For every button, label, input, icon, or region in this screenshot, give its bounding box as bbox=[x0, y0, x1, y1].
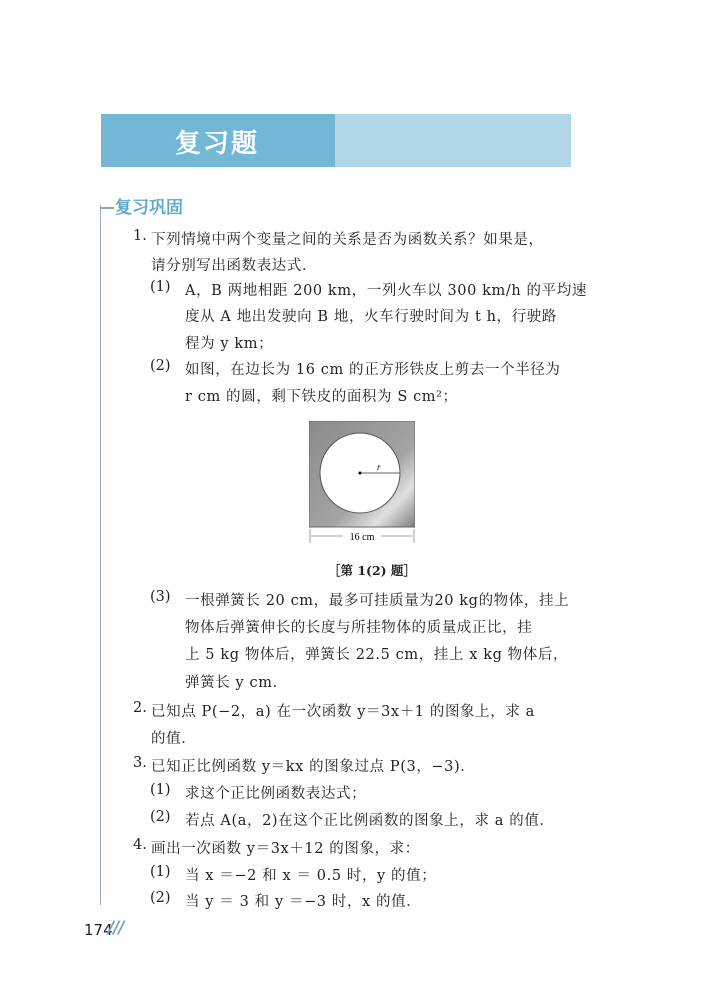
sub-number: (1) bbox=[150, 864, 171, 880]
item-number: 1. bbox=[133, 228, 147, 244]
text-line: 画出一次函数 y＝3x＋12 的图象，求： bbox=[151, 841, 420, 857]
text-line: 已知点 P(−2，a) 在一次函数 y＝3x＋1 的图象上，求 a bbox=[151, 704, 535, 720]
margin-rule bbox=[100, 205, 101, 905]
text-line: 求这个正比例函数表达式； bbox=[185, 786, 367, 802]
text-line: 如图，在边长为 16 cm 的正方形铁皮上剪去一个半径为 bbox=[185, 362, 561, 378]
sub-number: (1) bbox=[150, 782, 171, 798]
sub-number: (1) bbox=[150, 279, 171, 295]
text-line: 请分别写出函数表达式． bbox=[151, 258, 318, 274]
text-line: 物体后弹簧伸长的长度与所挂物体的质量成正比，挂 bbox=[185, 620, 533, 636]
sub-number: (2) bbox=[150, 809, 171, 825]
figure-caption: ［第 1(2) 题］ bbox=[328, 563, 416, 578]
chapter-banner bbox=[101, 114, 571, 167]
banner-title: 复习题 bbox=[175, 129, 260, 159]
text-line: 若点 A(a，2)在这个正比例函数的图象上，求 a 的值． bbox=[185, 813, 555, 829]
section-tick bbox=[100, 207, 114, 209]
text-line: 上 5 kg 物体后，弹簧长 22.5 cm，挂上 x kg 物体后， bbox=[185, 647, 569, 663]
page-decoration: /// bbox=[108, 918, 124, 938]
text-line: 当 x ＝−2 和 x ＝ 0.5 时，y 的值； bbox=[185, 868, 437, 884]
radius-label: r bbox=[377, 462, 381, 472]
text-line: 一根弹簧长 20 cm，最多可挂质量为20 kg的物体，挂上 bbox=[185, 593, 570, 609]
item-number: 4. bbox=[133, 837, 147, 853]
page-number: 174 bbox=[84, 921, 113, 939]
text-line: 下列情境中两个变量之间的关系是否为函数关系？如果是， bbox=[151, 232, 544, 248]
item-number: 2. bbox=[133, 700, 147, 716]
sub-number: (2) bbox=[150, 890, 171, 906]
text-line: r cm 的圆，剩下铁皮的面积为 S cm²； bbox=[185, 389, 458, 405]
text-line: 程为 y km； bbox=[185, 336, 274, 352]
square-with-circle-figure bbox=[309, 421, 415, 545]
text-line: 已知正比例函数 y＝kx 的图象过点 P(3，−3)． bbox=[151, 759, 476, 775]
section-heading bbox=[100, 193, 183, 218]
text-line: 当 y ＝ 3 和 y ＝−3 时，x 的值． bbox=[185, 894, 422, 910]
text-line: A，B 两地相距 200 km，一列火车以 300 km/h 的平均速 bbox=[185, 283, 587, 299]
section-title: 复习巩固 bbox=[115, 198, 183, 218]
text-line: 度从 A 地出发驶向 B 地，火车行驶时间为 t h，行驶路 bbox=[185, 309, 557, 325]
text-line: 的值． bbox=[151, 731, 197, 747]
sub-number: (3) bbox=[150, 589, 171, 605]
side-length-label: 16 cm bbox=[349, 532, 375, 543]
item-number: 3. bbox=[133, 755, 147, 771]
sub-number: (2) bbox=[150, 358, 171, 374]
text-line: 弹簧长 y cm． bbox=[185, 675, 288, 691]
